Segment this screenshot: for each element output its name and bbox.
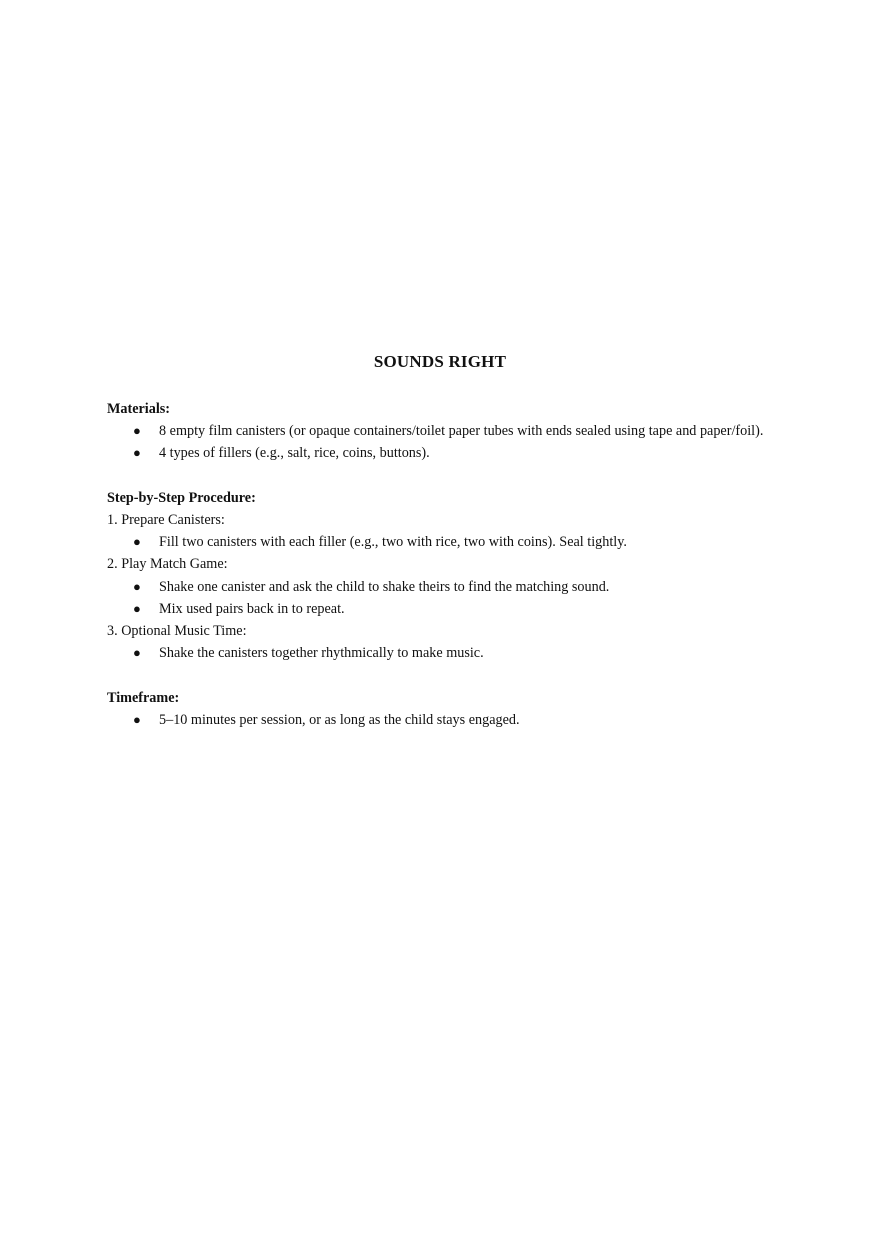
- list-item-text: Mix used pairs back in to repeat.: [159, 600, 345, 617]
- step-list: [107, 642, 787, 664]
- bullet-icon: ●: [133, 445, 141, 461]
- list-item-text: 4 types of fillers (e.g., salt, rice, coins, buttons).: [159, 445, 430, 462]
- bullet-icon: ●: [133, 645, 141, 661]
- list-item: [107, 442, 787, 464]
- bullet-icon: ●: [133, 423, 141, 439]
- bullet-icon: ●: [133, 711, 141, 727]
- step-list: [107, 531, 787, 553]
- list-item-text: 5–10 minutes per session, or as long as the child stays engaged.: [159, 711, 520, 728]
- materials-list: [107, 420, 787, 464]
- list-item: [107, 598, 787, 620]
- step-list: [107, 576, 787, 620]
- materials-heading: Materials:: [107, 401, 171, 417]
- list-item: [107, 576, 787, 598]
- bullet-icon: ●: [133, 600, 141, 616]
- step-label: 2. Play Match Game:: [107, 556, 228, 573]
- list-item: [107, 420, 787, 442]
- bullet-icon: ●: [133, 534, 141, 550]
- procedure-heading: Step-by-Step Procedure:: [107, 489, 256, 506]
- list-item: [107, 531, 787, 553]
- list-item: [107, 642, 787, 664]
- section-spacer: [107, 664, 787, 686]
- list-item-text: Shake the canisters together rhythmically to make music.: [159, 645, 484, 662]
- list-item-text: Fill two canisters with each filler (e.g., two with rice, two with coins). Seal tightly.: [159, 534, 627, 551]
- timeframe-list: [107, 709, 787, 731]
- step-label: 1. Prepare Canisters:: [107, 512, 225, 528]
- section-spacer: [107, 465, 787, 487]
- timeframe-heading: Timeframe:: [107, 689, 180, 706]
- document-body: [107, 398, 787, 731]
- step-label: 3. Optional Music Time:: [107, 623, 247, 640]
- list-item-text: 8 empty film canisters (or opaque containers/toilet paper tubes with ends sealed using tape and paper/foil).: [159, 423, 764, 440]
- list-item-text: Shake one canister and ask the child to shake theirs to find the matching sound.: [159, 578, 610, 595]
- page-title: SOUNDS RIGHT: [373, 352, 507, 371]
- bullet-icon: ●: [133, 578, 141, 594]
- list-item: [107, 709, 787, 731]
